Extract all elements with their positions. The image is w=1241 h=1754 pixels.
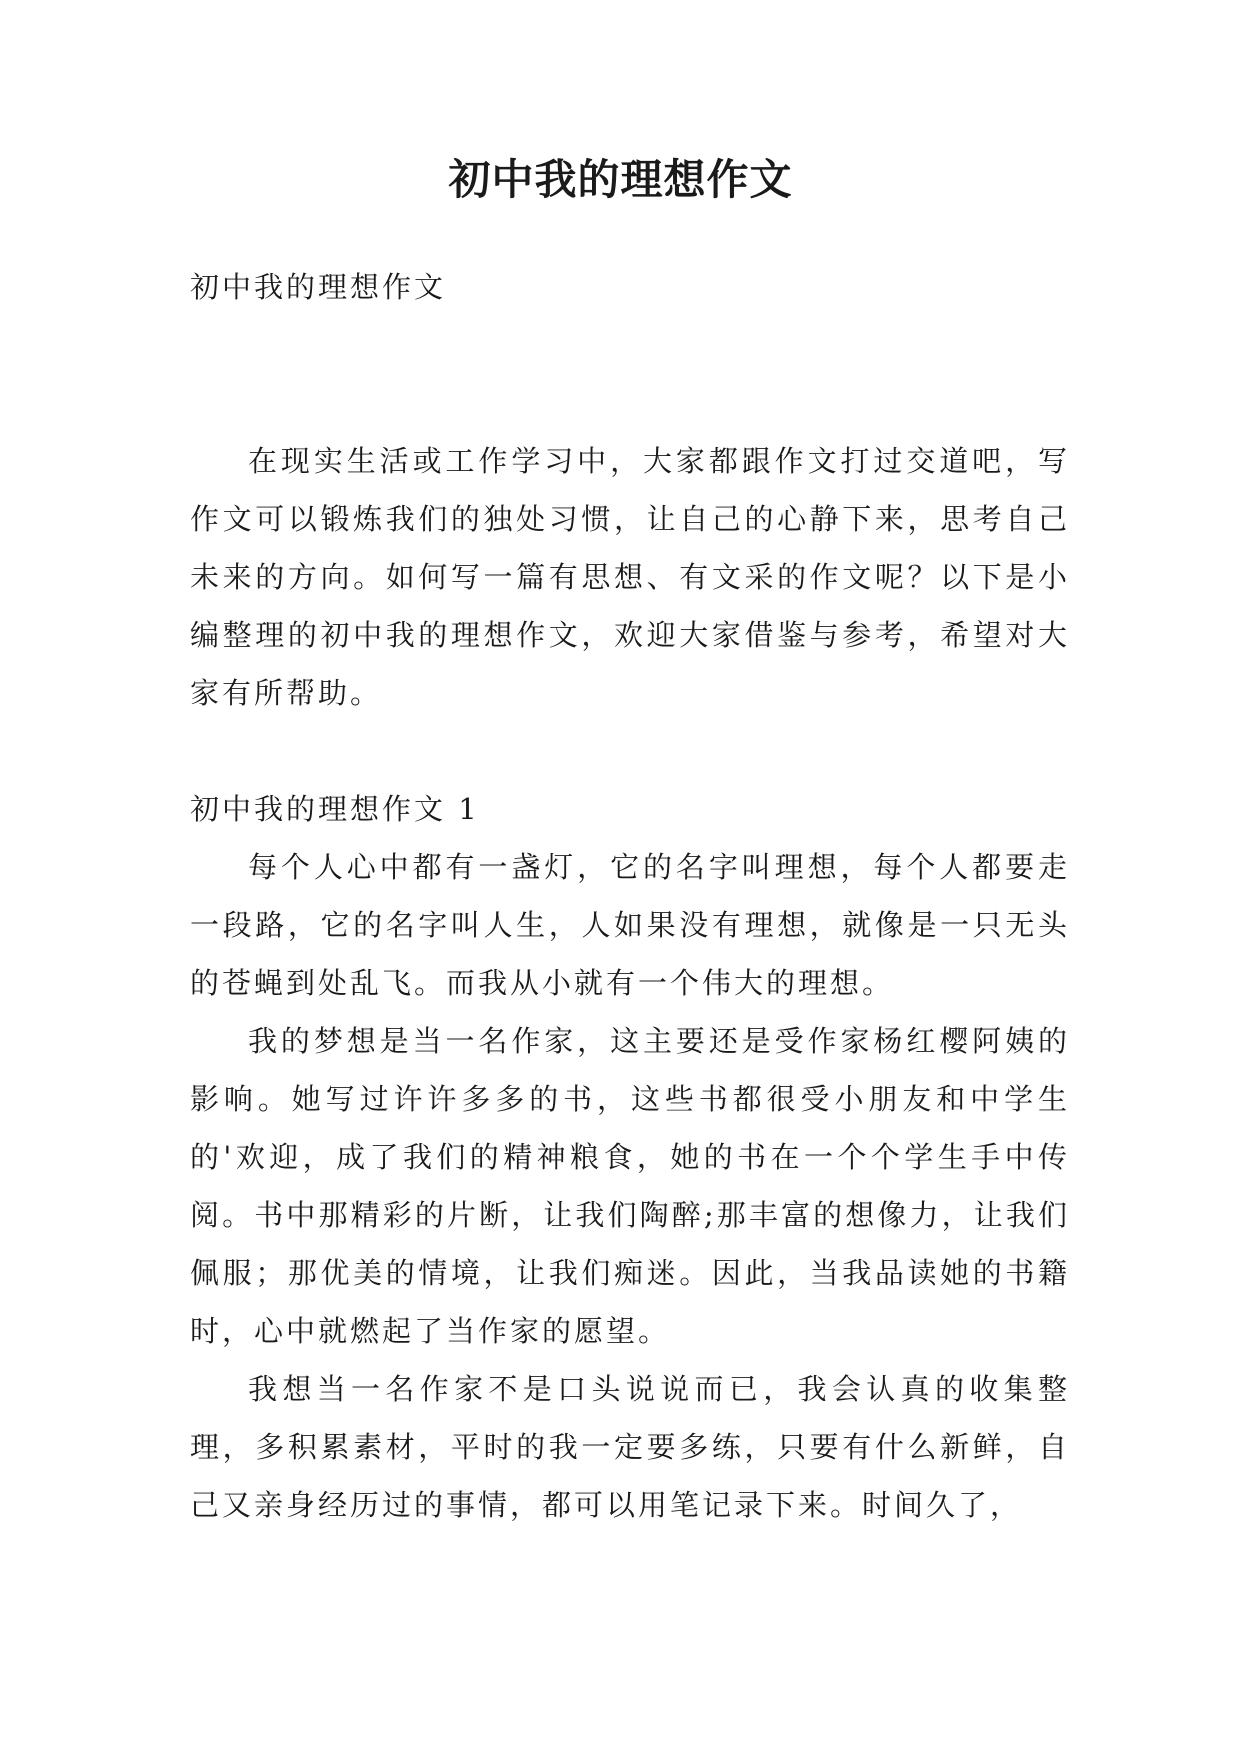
document-title: 初中我的理想作文 — [448, 155, 793, 204]
body-paragraph: 我想当一名作家不是口头说说而已，我会认真的收集整理，多积累素材，平时的我一定要多练，只要有什么新鲜，自己又亲身经历过的事情，都可以用笔记录下来。时间久了， — [190, 1372, 1070, 1522]
spacer — [190, 722, 1070, 780]
spacer — [190, 316, 1070, 432]
document-body — [190, 258, 1070, 1534]
document-subtitle: 初中我的理想作文 — [190, 270, 447, 304]
body-paragraph: 每个人心中都有一盏灯，它的名字叫理想，每个人都要走一段路，它的名字叫人生，人如果没有理想，就像是一只无头的苍蝇到处乱飞。而我从小就有一个伟大的理想。 — [190, 850, 1070, 1000]
body-paragraph: 我的梦想是当一名作家，这主要还是受作家杨红樱阿姨的影响。她写过许许多多的书，这些书都很受小朋友和中学生的'欢迎，成了我们的精神粮食，她的书在一个个学生手中传阅。书中那精彩的片断，让我们陶醉;那丰富的想像力，让我们佩服；那优美的情境，让我们痴迷。因此，当我品读她的书籍时，心中就燃起了当作家的愿望。 — [190, 1024, 1070, 1348]
intro-paragraph: 在现实生活或工作学习中，大家都跟作文打过交道吧，写作文可以锻炼我们的独处习惯，让自己的心静下来，思考自己未来的方向。如何写一篇有思想、有文采的作文呢？以下是小编整理的初中我的理想作文，欢迎大家借鉴与参考，希望对大家有所帮助。 — [190, 444, 1070, 710]
section-heading: 初中我的理想作文 1 — [190, 792, 480, 826]
